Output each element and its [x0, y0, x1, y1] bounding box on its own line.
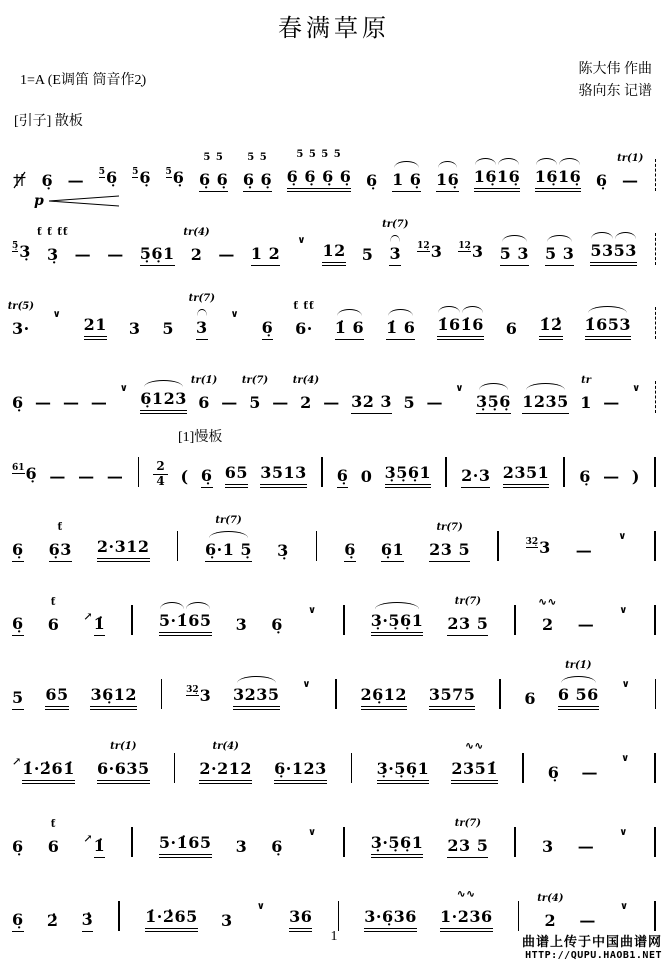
score-line-7 — [10, 576, 660, 644]
trill-mark: tr(4) — [183, 226, 210, 238]
note-token: 6̣ — [41, 170, 54, 190]
barline — [138, 457, 140, 487]
grace-note: 32̣ — [186, 684, 199, 695]
slur-icon — [394, 161, 419, 168]
note-token: ↗1̇·2̇61̇ — [12, 758, 75, 784]
note-token: 3 — [220, 910, 233, 930]
note-token: ↗1̇ — [83, 835, 105, 858]
note-token: 1̇ 6 — [386, 317, 415, 340]
note-token: 3235 — [233, 684, 280, 710]
note-token: — — [67, 170, 85, 190]
note-token: ƭ 6̣3 — [49, 539, 72, 562]
section-label-intro: [引子] 散板 — [14, 113, 83, 129]
barline — [177, 531, 179, 561]
slur-icon — [337, 309, 362, 316]
ornament-mark: ∿∿ — [538, 596, 558, 608]
note-token: 6̣123 — [140, 388, 187, 414]
note-token: $^{5̣}$3̣ — [12, 240, 31, 261]
breath-mark: ∨ — [297, 234, 306, 246]
barline — [654, 457, 656, 487]
note-token: — — [272, 392, 289, 412]
note-token: 65 — [45, 684, 68, 710]
slur-icon — [588, 306, 627, 313]
score — [0, 132, 668, 940]
slur-icon — [438, 306, 459, 313]
note-token: 3̣·5̣6̣1 — [371, 610, 424, 636]
note-token: 1̇61̇6 — [437, 314, 484, 340]
ornament-mark: ƭ — [50, 818, 57, 830]
slur-icon — [390, 235, 400, 242]
trill-mark: tr(7) — [454, 595, 482, 607]
barline — [514, 605, 516, 635]
barline — [174, 753, 176, 783]
note-token: 6̣ — [579, 466, 591, 486]
note-token: 6̣ — [344, 539, 356, 562]
note-token: 3̇ — [82, 909, 94, 932]
note-token: 6̣ — [547, 762, 560, 782]
note-token: — — [577, 836, 595, 856]
score-line-5 — [10, 428, 660, 496]
trill-mark: tr — [581, 374, 591, 386]
note-token: 0 — [360, 466, 373, 486]
note-token: 6̣ — [12, 539, 24, 562]
note-token: 1 6̣ — [392, 169, 421, 192]
note-token: tr(1̇) 6 — [198, 392, 210, 414]
note-token: — — [603, 392, 620, 412]
barline — [118, 901, 120, 931]
trill-mark: tr(4) — [292, 374, 320, 386]
ornament-mark: 5 5 — [203, 151, 224, 163]
note-token: 2·3 — [461, 465, 490, 488]
note-token: 12 — [322, 240, 345, 266]
ornament-mark: ƭ ƭ ƭƭ — [37, 226, 69, 238]
trill-mark: tr(7) — [382, 218, 409, 230]
note-token: 2̇ — [46, 910, 59, 930]
note-token: 3̣·5̣6̣1 — [371, 832, 424, 858]
note-token: — — [106, 466, 124, 486]
note-token: ∿∿ 1·236 — [440, 906, 493, 932]
slur-icon — [591, 232, 612, 239]
breath-mark: ∨ — [302, 678, 311, 690]
glissando-up-icon: ↗ — [83, 831, 93, 845]
note-token: ƭ 6 — [48, 614, 60, 636]
note-token: 3 — [541, 836, 554, 856]
note-token: tr(1̇) 6·635 — [97, 758, 150, 784]
trill-mark: tr(4) — [537, 892, 564, 904]
note-token: 6̣ — [271, 614, 283, 634]
note-token: tr(7) 23 5 — [447, 835, 488, 858]
breath-mark: ∨ — [621, 678, 630, 690]
barline — [654, 531, 656, 561]
slur-icon — [498, 158, 519, 165]
note-token: 3 — [128, 318, 141, 338]
note-token: — — [74, 244, 92, 264]
note-token: 21 — [84, 314, 107, 340]
note-token: ƭ ƭ ƭƭ 3̣ — [47, 244, 59, 266]
dashed-barline — [655, 381, 656, 413]
breath-mark: ∨ — [52, 308, 61, 320]
note-token: — — [90, 392, 108, 412]
note-token: 3·6̣36 — [364, 906, 417, 932]
barline — [654, 605, 656, 635]
note-token: 5̣6̣1 — [140, 243, 175, 266]
dynamic-p: p — [34, 192, 44, 209]
barline — [161, 679, 163, 709]
dashed-barline — [655, 159, 656, 191]
note-token: — — [323, 392, 340, 412]
ornament-mark: ∿∿ — [465, 740, 485, 752]
slur-icon — [388, 309, 413, 316]
note-token: 3 — [235, 836, 248, 856]
watermark — [522, 931, 662, 961]
note-token: $^{32̣}$3 — [525, 536, 551, 557]
note-token: ∿∿ 2351̇ — [451, 758, 498, 784]
note-token: tr(7) 6̣·1 5̣ — [205, 539, 252, 562]
note-token: 6̣1 — [381, 539, 404, 562]
slur-icon — [502, 235, 527, 242]
barline — [518, 901, 520, 931]
note-token: tr(7) 5 — [249, 392, 261, 414]
dashed-barline — [655, 233, 656, 265]
note-token: 6̣ — [12, 909, 24, 932]
grace-note: 5̣ — [12, 240, 19, 251]
note-token: 1 2 — [251, 243, 280, 266]
grace-note: 12̣ — [417, 240, 430, 251]
note-token: tr(7) 3 — [196, 317, 208, 340]
note-token: ) — [631, 466, 640, 486]
score-line-9 — [10, 724, 660, 792]
note-token: 16̣ — [436, 169, 459, 192]
breath-mark: ∨ — [307, 604, 317, 616]
note-token: 5 — [361, 244, 374, 264]
note-token: 5 3 — [545, 243, 574, 266]
note-token: tr(4) 2·212 — [199, 758, 252, 784]
key-signature: 1=A (E调笛 筒音作2̣) — [20, 73, 147, 88]
barline — [131, 605, 133, 635]
note-token: ƭ 6 — [48, 836, 60, 858]
note-token: — — [577, 614, 595, 634]
note-token: ƭ ƭƭ 6· — [295, 318, 313, 340]
note-token: 6̣ — [201, 465, 213, 488]
slur-icon — [237, 676, 276, 683]
barline — [131, 827, 133, 857]
note-token: — — [218, 244, 235, 264]
score-line-2 — [10, 206, 660, 274]
barline — [343, 605, 345, 635]
barline — [499, 679, 501, 709]
note-token: 6̣ — [337, 465, 349, 488]
trill-mark: tr(1̇) — [190, 374, 218, 386]
note-token: tr(5) 3· — [12, 318, 30, 340]
note-token: tr(1) — — [622, 170, 639, 192]
grace-note: 5 — [165, 166, 172, 177]
barline — [654, 753, 656, 783]
trill-mark: tr(1̇) — [110, 740, 137, 752]
barline — [497, 531, 499, 561]
slur-icon — [536, 158, 557, 165]
note-token: 3̣ — [277, 540, 289, 560]
ornament-mark: ∿∿ — [456, 888, 476, 900]
ornament-mark: ƭ ƭƭ — [293, 300, 315, 312]
note-token: 36 — [289, 906, 312, 932]
note-token: — — [603, 466, 620, 486]
breath-mark: ∨ — [307, 826, 317, 838]
breath-mark: ∨ — [620, 900, 629, 912]
note-token: $^5$6̣ — [98, 166, 118, 187]
grace-note: 6̇1 — [12, 462, 25, 473]
barline — [351, 753, 353, 783]
barline — [338, 901, 340, 931]
grace-note: 32̣ — [525, 536, 539, 547]
note-token: 3̣5̣6̣ — [476, 391, 511, 414]
note-token: 1̇653 — [585, 314, 632, 340]
slur-icon — [209, 531, 249, 538]
slur-icon — [475, 158, 496, 165]
note-token: $^5$6̣ — [165, 166, 185, 187]
trill-mark: tr(7) — [241, 374, 269, 386]
barline — [654, 901, 656, 931]
note-token: 1235 — [522, 391, 569, 414]
grace-note: 12̣ — [458, 240, 471, 251]
note-token: tr(4) 2 — [545, 910, 557, 932]
slur-icon — [438, 161, 458, 168]
note-token: 6̣ — [262, 317, 274, 340]
note-token: 26̣12 — [361, 684, 408, 710]
breath-mark: ∨ — [455, 382, 464, 394]
note-token: ↗1̇ — [83, 613, 105, 636]
note-token: 5 — [162, 318, 175, 338]
slur-icon — [479, 383, 508, 390]
note-token: tr(1̇) 6 56 — [558, 684, 599, 710]
breath-mark: ∨ — [619, 826, 628, 838]
barline — [654, 827, 656, 857]
note-token: 36̣12 — [90, 684, 137, 710]
breath-mark: ∨ — [621, 752, 630, 764]
note-token: 5 — [12, 687, 24, 710]
slur-icon — [559, 158, 580, 165]
note-token: 5·1̇65 — [159, 610, 212, 636]
breath-mark: ∨ — [230, 308, 239, 320]
slur-icon — [186, 602, 210, 609]
transcriber-credit: 骆向东 记谱 — [578, 84, 652, 100]
note-token: 5 5 6̣ 6̣ — [243, 169, 272, 192]
breath-mark: ∨ — [619, 604, 628, 616]
ornament-mark: ƭ — [50, 596, 57, 608]
note-token: ( — [180, 466, 189, 486]
note-token: tr 1 — [580, 392, 592, 414]
note-token: 2351 — [503, 462, 550, 488]
note-token: tr(7) 23 5 — [447, 613, 488, 636]
note-token: $^{12̣}$3 — [417, 240, 443, 261]
note-token: $^{32̣}$3 — [186, 684, 212, 705]
note-token: — — [78, 466, 95, 486]
note-token: 1̇2̇ — [539, 314, 562, 340]
note-token: — — [579, 910, 596, 930]
note-token: — — [221, 392, 238, 412]
note-token: 6̣ — [12, 613, 24, 636]
watermark-url: HTTP://QUPU.HAOB1.NET — [525, 950, 662, 961]
note-token: tr(7) 3 — [389, 243, 401, 266]
note-token: 5 3 — [500, 243, 529, 266]
ornament-mark: 5 5 — [247, 151, 268, 163]
slur-icon — [197, 309, 207, 316]
time-signature: 2 4 — [153, 460, 168, 487]
trill-mark: tr(7) — [215, 514, 242, 526]
slur-icon — [462, 306, 483, 313]
note-token: — — [575, 540, 593, 560]
note-token: $^5$6̣ — [132, 166, 152, 187]
trill-mark: tr(7) — [436, 521, 463, 533]
score-line-10 — [10, 798, 660, 866]
page-title: 春满草原 — [278, 16, 390, 42]
slur-icon — [561, 676, 595, 683]
breath-mark: ∨ — [256, 900, 265, 912]
free-meter-icon — [12, 170, 27, 192]
grace-note: 5 — [98, 166, 105, 177]
meta-row — [20, 59, 652, 104]
note-token: 5·1̇65 — [159, 832, 212, 858]
glissando-up-icon: ↗ — [83, 609, 93, 623]
note-token: 3 — [235, 614, 248, 634]
note-token: 16̣16̣ — [474, 166, 521, 192]
note-token: tr(4) 2 — [300, 392, 312, 414]
trill-mark: tr(1) — [617, 152, 644, 164]
note-token: 65 — [225, 462, 248, 488]
slur-icon — [547, 235, 572, 242]
slur-icon — [615, 232, 636, 239]
slur-icon — [375, 602, 419, 609]
note-token: tr(4) 2 — [191, 244, 203, 266]
note-token: 6 — [524, 688, 537, 708]
note-token: — — [62, 392, 80, 412]
note-token: tr(7) 23 5 — [429, 539, 470, 562]
note-token: — — [35, 392, 52, 412]
trill-mark: tr(1̇) — [565, 659, 592, 671]
note-token: 6̣·123 — [274, 758, 327, 784]
breath-mark: ∨ — [618, 530, 627, 542]
score-line-6 — [10, 502, 660, 570]
trill-mark: tr(5) — [7, 300, 34, 312]
barline — [321, 457, 323, 487]
note-token: $^{6̇1}$6̣ — [12, 462, 38, 483]
score-line-4 — [10, 354, 660, 422]
note-token: 3̣·5̣6̣1 — [377, 758, 430, 784]
slur-icon — [160, 602, 184, 609]
note-token: — — [581, 762, 598, 782]
note-token: 3575 — [429, 684, 476, 710]
glissando-up-icon: ↗ — [12, 754, 22, 768]
score-line-8 — [10, 650, 660, 718]
note-token: 5 — [403, 392, 416, 412]
trill-mark: tr(4) — [212, 740, 239, 752]
note-token: 6 — [505, 318, 518, 338]
note-token: 32 3 — [351, 391, 392, 414]
section-label-part1: [1]慢板 — [178, 429, 223, 445]
slur-icon — [526, 383, 565, 390]
slur-icon — [144, 380, 183, 387]
barline — [522, 753, 524, 783]
note-token: 2·312 — [97, 536, 150, 562]
breath-mark: ∨ — [119, 382, 128, 394]
ornament-mark: ƭ — [57, 521, 64, 533]
grace-note: 5 — [132, 166, 139, 177]
ornament-mark: 5 5 5 5 — [296, 148, 342, 160]
note-token: 3̣5̣6̣1 — [385, 462, 432, 488]
barline — [445, 457, 447, 487]
note-token: 3513 — [260, 462, 307, 488]
note-token: 6̣ — [271, 836, 283, 856]
barline — [335, 679, 337, 709]
note-token: 16̣16̣ — [535, 166, 582, 192]
barline — [343, 827, 345, 857]
note-token: 6̣ — [595, 170, 608, 190]
breath-mark: ∨ — [632, 382, 641, 394]
dashed-barline — [655, 307, 656, 339]
barline — [514, 827, 516, 857]
barline — [563, 457, 565, 487]
barline — [316, 531, 318, 561]
note-token: — — [107, 244, 124, 264]
score-line-1 — [10, 132, 660, 209]
note-token: 5 5 6̣ 6̣ — [199, 169, 228, 192]
barline — [655, 679, 657, 709]
watermark-site-name: 曲谱上传于中国曲谱网 — [521, 934, 662, 949]
trill-mark: tr(7) — [188, 292, 215, 304]
page-number: 1 — [330, 929, 338, 944]
composer-credit: 陈大伟 作曲 — [578, 62, 652, 77]
note-token: 6̣ — [12, 836, 24, 856]
note-token: 6̣ — [365, 170, 378, 190]
note-token: $^{12̣}$3 — [458, 240, 484, 261]
note-token: 1̇·2̇65 — [145, 906, 198, 932]
note-token: — — [426, 392, 444, 412]
note-token: 5 5 5 5 6̣ 6̣ 6̣ 6̣ — [287, 166, 352, 192]
note-token: 5353 — [590, 240, 637, 266]
credits — [579, 59, 653, 104]
note-token: — — [49, 466, 66, 486]
note-token: 1̇ 6 — [335, 317, 364, 340]
trill-mark: tr(7) — [454, 817, 482, 829]
note-token: ∿∿ 2 — [542, 614, 554, 636]
note-token: 6̣ — [12, 392, 24, 412]
score-line-3 — [7, 280, 660, 348]
